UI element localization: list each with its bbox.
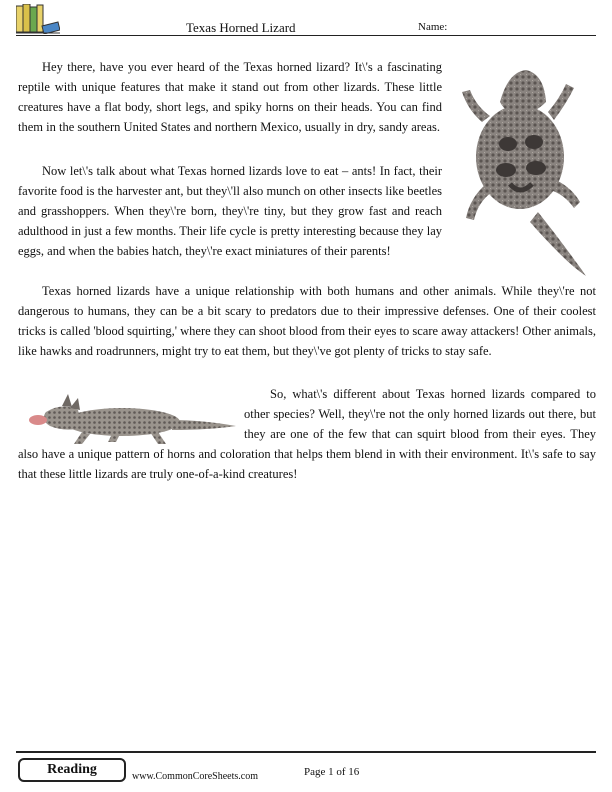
name-field-label: Name: [418,21,448,33]
books-icon [16,4,60,34]
page-title: Texas Horned Lizard [186,20,296,35]
paragraph-intro: Hey there, have you ever heard of the Texas horned lizard? It\'s a fascinating reptile with unique features that make it stand out from other lizards. These little creatures have a flat body, short legs, and spiky horns on their heads. You can find them in the southern United States and northern Mexico, usually in dry, sandy areas. [18,60,442,134]
lizard-side-view-image [22,390,240,448]
header-divider [16,35,596,36]
paragraph-relationships: Texas horned lizards have a unique relationship with both humans and other animals. While they\'re not dangerous to humans, they can be a bit scary to predators due to their impressive defenses. One of their coolest tricks is called 'blood squirting,' where they can shoot blood from their eyes to scare away attackers! Other animals, like hawks and roadrunners, might try to eat them, but they\'ve got plenty of tricks to stay safe. [18,284,596,358]
worksheet-header [0,0,612,40]
page-number: Page 1 of 16 [304,766,360,778]
paragraph-diet: Now let\'s talk about what Texas horned lizards love to eat – ants! In fact, their favorite food is the harvester ant, but they\'ll also munch on other insects like beetles and grasshoppers. When they\'re born, they\'re tiny, but they grow fast and reach adulthood in just a few months. Their life cycle is pretty interesting because they lay eggs, and when the babies hatch, they\'re exact miniatures of their parents! [18,164,442,258]
footer-divider [16,751,596,753]
lizard-top-view-image [448,62,596,282]
subject-badge: Reading [18,758,126,782]
site-url: www.CommonCoreSheets.com [132,771,259,782]
paragraph-differences-text: So, what\'s different about Texas horned lizards compared to other species? Well, they\'re not the only horned lizards out there, but they are one of the few that can squirt blood from their eyes. They also have a unique pattern of horns and coloration that helps them blend in with their environment. It\'s safe to say that these little lizards are truly one-of-a-kind creatures! [18,387,596,481]
